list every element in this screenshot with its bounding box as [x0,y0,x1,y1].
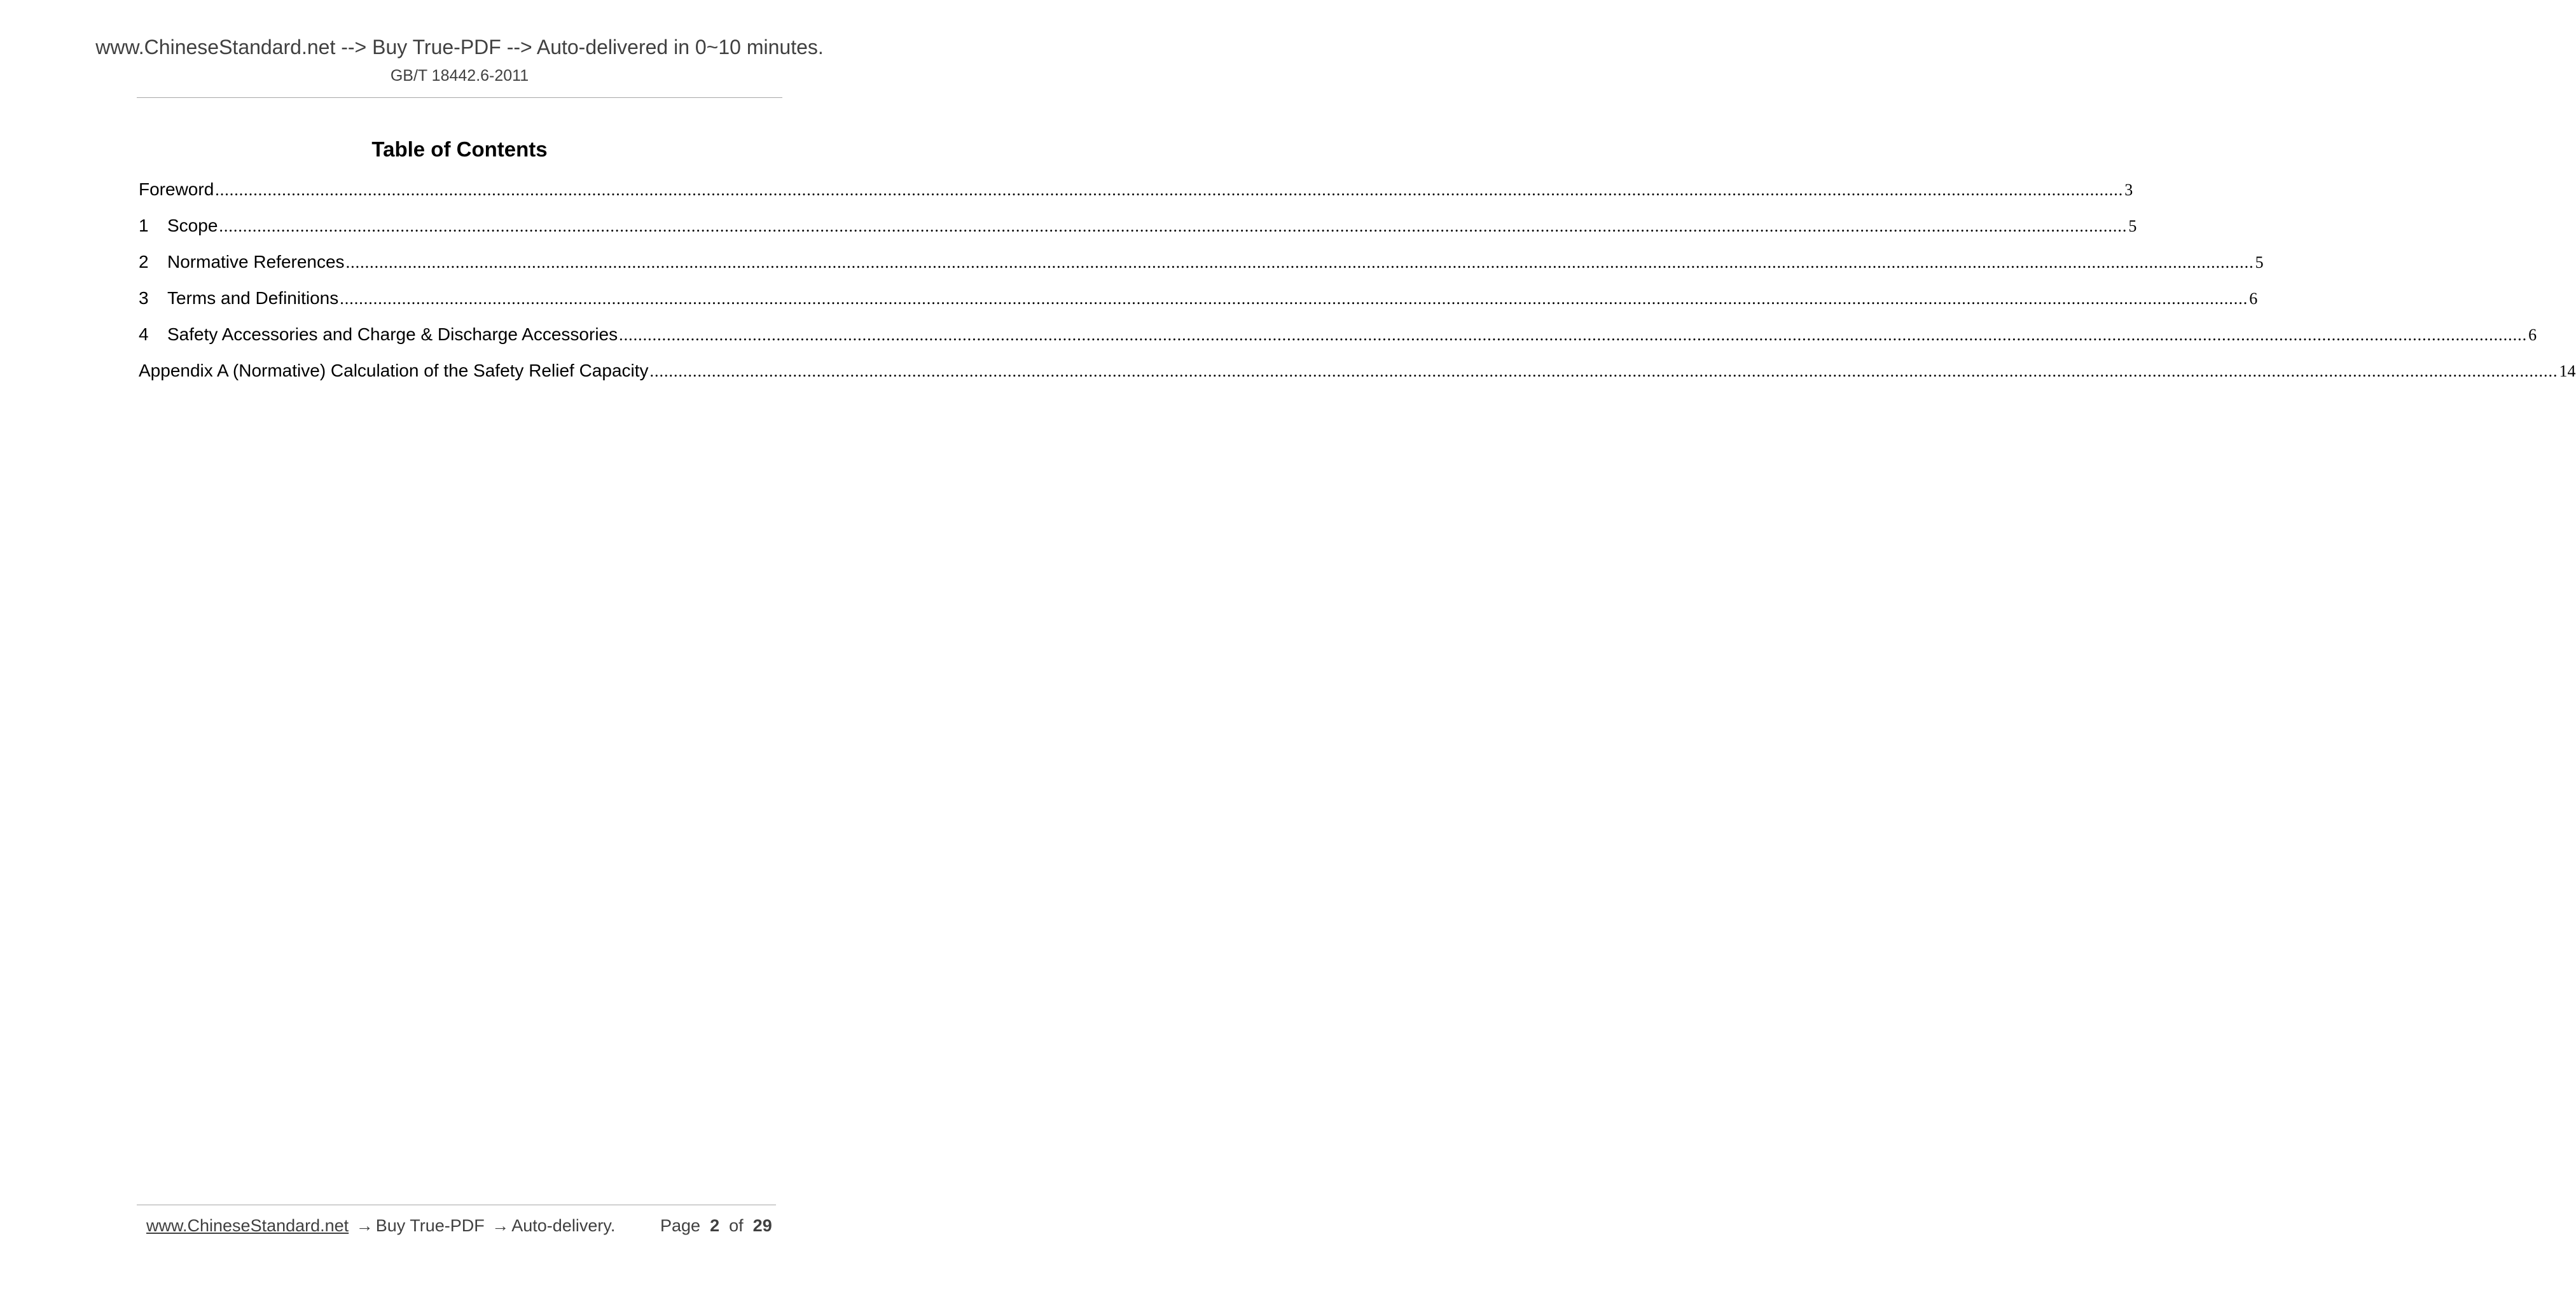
page-current: 2 [710,1216,720,1235]
toc-entry-number: 4 [139,324,149,344]
toc-leader-dots: ................................................................................................................................................................................................................................................................................................................................................................................................................ [215,181,2124,199]
toc-entry-terms-and-definitions[interactable] [139,288,2258,324]
toc-entry-label: Foreword [139,179,214,199]
toc-entry-label: Safety Accessories and Charge & Discharge Accessories [167,324,618,344]
toc-leader-dots: ................................................................................................................................................................................................................................................................................................................................................................................................................ [619,326,2528,344]
table-of-contents [139,179,2576,397]
toc-entry-page: 3 [2124,181,2133,199]
toc-entry-page: 6 [2249,289,2258,308]
toc-leader-dots: ................................................................................................................................................................................................................................................................................................................................................................................................................ [649,362,2558,380]
toc-entry-appendix-a[interactable] [139,361,2576,397]
arrow-right-icon: → [492,1216,509,1235]
page-total: 29 [752,1216,772,1235]
page-indicator [660,1216,772,1236]
standard-code: GB/T 18442.6-2011 [390,67,529,85]
toc-entry-safety-accessories[interactable] [139,324,2537,361]
page-label: Page [660,1216,701,1235]
toc-entry-number: 1 [139,216,149,235]
toc-entry-label: Normative References [167,252,345,272]
arrow-right-icon: → [356,1216,373,1235]
toc-leader-dots: ................................................................................................................................................................................................................................................................................................................................................................................................................ [340,289,2248,308]
toc-entry-label: Appendix A (Normative) Calculation of the Safety Relief Capacity [139,361,649,380]
header-divider [137,97,782,98]
toc-entry-page: 5 [2255,253,2264,272]
toc-entry-page: 6 [2528,326,2537,344]
header-banner: www.ChineseStandard.net --> Buy True-PDF --> Auto-delivered in 0~10 minutes. [95,36,824,59]
toc-leader-dots: ................................................................................................................................................................................................................................................................................................................................................................................................................ [345,253,2254,272]
toc-entry-scope[interactable] [139,216,2137,252]
page-of-label: of [729,1216,744,1235]
footer-buy-text: Buy True-PDF [375,1216,485,1235]
toc-entry-label: Terms and Definitions [167,288,339,308]
toc-entry-page: 5 [2128,217,2137,235]
toc-entry-foreword[interactable] [139,179,2133,216]
footer-site-link[interactable]: www.ChineseStandard.net [146,1216,349,1235]
footer-promo [146,1216,615,1236]
toc-leader-dots: ................................................................................................................................................................................................................................................................................................................................................................................................................ [219,217,2128,235]
toc-entry-number: 2 [139,252,149,272]
toc-entry-label: Scope [167,216,218,235]
toc-title: Table of Contents [371,137,548,161]
toc-entry-number: 3 [139,288,149,308]
footer-delivery-text: Auto-delivery. [511,1216,616,1235]
toc-entry-normative-references[interactable] [139,252,2264,288]
toc-entry-page: 14 [2559,362,2576,380]
